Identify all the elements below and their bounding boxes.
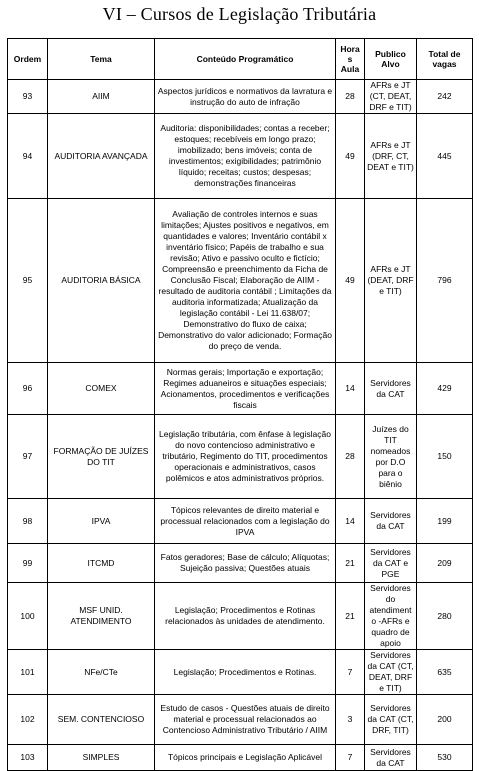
- cell-conteudo: Legislação; Procedimentos e Rotinas.: [155, 650, 336, 695]
- cell-publico: AFRs e JT (DRF, CT, DEAT e TIT): [365, 114, 417, 199]
- cell-horas: 49: [336, 199, 365, 363]
- header-horas-line3: Aula: [340, 64, 360, 74]
- cell-vagas: 429: [417, 363, 473, 415]
- cell-ordem: 103: [8, 745, 48, 771]
- cell-vagas: 242: [417, 80, 473, 114]
- header-horas-line1: Hora: [340, 44, 360, 54]
- cell-ordem: 98: [8, 499, 48, 544]
- cell-horas: 28: [336, 80, 365, 114]
- cell-conteudo: Tópicos relevantes de direito material e processual relacionados com a legislação do IPVA: [155, 499, 336, 544]
- table-row: [8, 415, 473, 499]
- cell-ordem: 96: [8, 363, 48, 415]
- table-row: [8, 199, 473, 363]
- header-ordem: Ordem: [8, 39, 48, 80]
- cell-ordem: 97: [8, 415, 48, 499]
- cell-tema: MSF UNID. ATENDIMENTO: [48, 583, 155, 650]
- page-title: VI – Cursos de Legislação Tributária: [102, 4, 377, 24]
- cell-horas: 49: [336, 114, 365, 199]
- cell-vagas: 635: [417, 650, 473, 695]
- cell-vagas: 445: [417, 114, 473, 199]
- cell-tema: SEM. CONTENCIOSO: [48, 695, 155, 745]
- table-row: [8, 695, 473, 745]
- cell-vagas: 209: [417, 544, 473, 583]
- cell-vagas: 796: [417, 199, 473, 363]
- cell-horas: 21: [336, 544, 365, 583]
- cell-publico: AFRs e JT (DEAT, DRF e TIT): [365, 199, 417, 363]
- cell-horas: 7: [336, 650, 365, 695]
- cell-tema: AUDITORIA AVANÇADA: [48, 114, 155, 199]
- cell-vagas: 199: [417, 499, 473, 544]
- cell-ordem: 102: [8, 695, 48, 745]
- header-publico-line2: Alvo: [381, 59, 400, 69]
- cell-conteudo: Normas gerais; Importação e exportação; Regimes aduaneiros e situações especiais; Acionamentos, procedimentos e verificações fiscais: [155, 363, 336, 415]
- table-row: [8, 583, 473, 650]
- cell-vagas: 150: [417, 415, 473, 499]
- cell-conteudo: Fatos geradores; Base de cálculo; Alíquotas; Sujeição passiva; Questões atuais: [155, 544, 336, 583]
- header-conteudo: Conteúdo Programático: [155, 39, 336, 80]
- table-row: [8, 114, 473, 199]
- cell-horas: 14: [336, 499, 365, 544]
- cell-conteudo: Auditoria: disponibilidades; contas a receber; estoques; recebíveis em longo prazo; imobilizado; bens imóveis; conta de investimentos; exigibilidades; patrimônio líquido; receitas; custos; despesas; demonstrações financeiras: [155, 114, 336, 199]
- cell-publico: Servidores da CAT: [365, 363, 417, 415]
- cell-conteudo: Estudo de casos - Questões atuais de direito material e processual relacionados ao Contencioso Administrativo Tributário / AIIM: [155, 695, 336, 745]
- cell-horas: 14: [336, 363, 365, 415]
- cell-ordem: 93: [8, 80, 48, 114]
- cell-tema: COMEX: [48, 363, 155, 415]
- table-row: [8, 363, 473, 415]
- cell-publico: Servidores da CAT: [365, 745, 417, 771]
- cell-vagas: 530: [417, 745, 473, 771]
- cell-publico: AFRs e JT (CT, DEAT, DRF e TIT): [365, 80, 417, 114]
- header-vagas-line1: Total de: [428, 49, 461, 59]
- cell-horas: 7: [336, 745, 365, 771]
- cell-publico: Juízes do TIT nomeados por D.O para o biênio: [365, 415, 417, 499]
- cell-ordem: 94: [8, 114, 48, 199]
- table-row: [8, 745, 473, 771]
- cell-publico: Servidores da CAT e PGE: [365, 544, 417, 583]
- cell-vagas: 200: [417, 695, 473, 745]
- cell-vagas: 280: [417, 583, 473, 650]
- cell-conteudo: Legislação; Procedimentos e Rotinas relacionados às unidades de atendimento.: [155, 583, 336, 650]
- table-row: [8, 80, 473, 114]
- cell-conteudo: Avaliação de controles internos e suas limitações; Ajustes positivos e negativos, em quantidades e valores; Inventário contábil x inventário físico; Papéis de trabalho e sua revisão; Ativo e passivo oculto e fictício; Compreensão e preenchimento da Ficha de Conclusão Fiscal; Elaboração de AIIM - resultado de auditoria contábil ; Limitações da auditoria informatizada; Atualização da legislação contábil - Lei 11.638/07; Demonstrativo do fluxo de caixa; Demonstrativo do valor adicionado; Formação do preço de venda.: [155, 199, 336, 363]
- cell-conteudo: Tópicos principais e Legislação Aplicável: [155, 745, 336, 771]
- cell-publico: Servidores da CAT (CT, DRF, TIT): [365, 695, 417, 745]
- cell-conteudo: Aspectos jurídicos e normativos da lavratura e instrução do auto de infração: [155, 80, 336, 114]
- cell-ordem: 99: [8, 544, 48, 583]
- cell-publico: Servidores do atendiment o -AFRs e quadro de apoio: [365, 583, 417, 650]
- cell-horas: 21: [336, 583, 365, 650]
- cell-ordem: 101: [8, 650, 48, 695]
- table-row: [8, 650, 473, 695]
- cell-tema: NFe/CTe: [48, 650, 155, 695]
- cell-publico: Servidores da CAT (CT, DEAT, DRF e TIT): [365, 650, 417, 695]
- cell-tema: ITCMD: [48, 544, 155, 583]
- cell-tema: AIIM: [48, 80, 155, 114]
- header-horas-line2: s: [347, 54, 353, 64]
- cell-publico: Servidores da CAT: [365, 499, 417, 544]
- cell-tema: SIMPLES: [48, 745, 155, 771]
- header-publico-line1: Publico: [375, 49, 406, 59]
- cell-conteudo: Legislação tributária, com ênfase à legislação do novo contencioso administrativo e tributário, Regimento do TIT, procedimentos operacionais e administrativos, casos polêmicos e atos administrativos próprios.: [155, 415, 336, 499]
- table-header-row: [8, 39, 473, 80]
- courses-table: [7, 38, 473, 771]
- cell-tema: AUDITORIA BÁSICA: [48, 199, 155, 363]
- header-publico: [365, 39, 417, 80]
- header-tema: Tema: [48, 39, 155, 80]
- header-vagas-line2: vagas: [432, 59, 457, 69]
- cell-tema: FORMAÇÃO DE JUÍZES DO TIT: [48, 415, 155, 499]
- header-vagas: [417, 39, 473, 80]
- table-row: [8, 544, 473, 583]
- header-horas: [336, 39, 365, 80]
- table-row: [8, 499, 473, 544]
- cell-ordem: 100: [8, 583, 48, 650]
- cell-tema: IPVA: [48, 499, 155, 544]
- cell-horas: 3: [336, 695, 365, 745]
- cell-ordem: 95: [8, 199, 48, 363]
- cell-horas: 28: [336, 415, 365, 499]
